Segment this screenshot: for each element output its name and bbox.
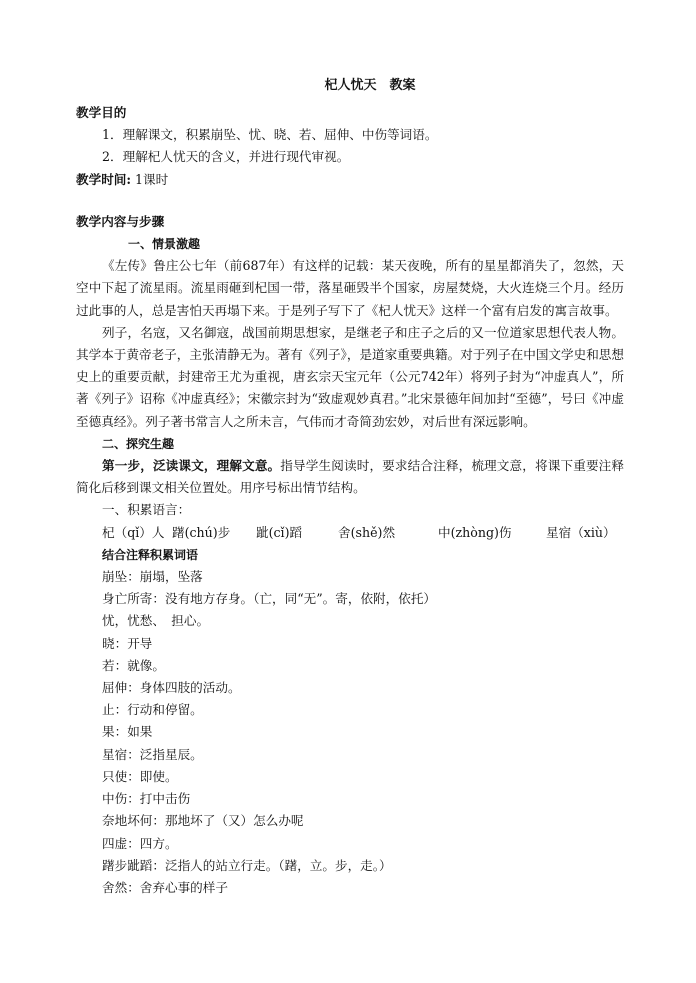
step-1-title: 第一步，泛读课文，理解文意。	[102, 458, 281, 474]
notes-heading: 结合注释积累词语	[102, 547, 199, 562]
glossary-list	[76, 566, 624, 899]
glossary-item: 忧，忧愁、 担心。	[102, 613, 210, 629]
teaching-time-value: 1课时	[131, 171, 169, 187]
glossary-item: 晓：开导	[102, 635, 153, 651]
glossary-item: 身亡所寄：没有地方存身。（亡，同“无”。寄，依附，依托）	[102, 591, 437, 607]
glossary-item: 屈伸：身体四肢的活动。	[102, 680, 241, 696]
glossary-item: 星宿：泛指星辰。	[102, 746, 203, 762]
step-1-paragraph	[76, 455, 624, 499]
document-title: 杞人忧天 教案	[324, 78, 416, 93]
pinyin-word: 舍(shě)然	[338, 524, 396, 540]
document-page	[76, 76, 624, 899]
goal-item-1: 1．理解课文，积累崩坠、忧、晓、若、屈伸、中伤等词语。	[102, 127, 438, 143]
paragraph-liezi: 列子，名寇，又名御寇，战国前期思想家，是继老子和庄子之后的又一位道家思想代表人物。其学本于黄帝老子，主张清静无为。著有《列子》，是道家重要典籍。对于列子在中国文学史和思想史上的重要贡献，封建帝王尤为重视，唐玄宗天宝元年（公元742年）将列子封为“冲虚真人”，所著《列子》诏称《冲虚真经》；宋徽宗封为“致虚观妙真君。”北宋景德年间加封“至德”，号曰《冲虚至德真经》。列子著书常言人之所未言，气伟而才奇简劲宏妙，对后世有深远影响。	[76, 324, 624, 429]
content-heading: 教学内容与步骤	[76, 213, 165, 229]
section-2-heading: 二、探究生趣	[102, 436, 175, 451]
goals-heading: 教学目的	[76, 105, 127, 120]
section-1-heading: 一、情景激趣	[128, 237, 201, 252]
glossary-item: 奈地坏何：那地坏了（又）怎么办呢	[102, 813, 304, 829]
glossary-item: 只使：即使。	[102, 768, 178, 784]
glossary-item: 果：如果	[102, 724, 153, 740]
vocab-heading: 一、积累语言：	[102, 502, 191, 518]
pinyin-word: 星宿（xiù）	[546, 524, 616, 540]
pinyin-word: 躇(chú)步	[172, 524, 231, 540]
paragraph-zuozhuan: 《左传》鲁庄公七年（前687年）有这样的记载：某天夜晚，所有的星星都消失了，忽然，天空中下起了流星雨。流星雨砸到杞国一带，落星砸毁半个国家，房屋焚烧，大火连烧三个月。经历过此事的人，总是害怕天再塌下来。于是列子写下了《杞人忧天》这样一个富有启发的寓言故事。	[76, 258, 624, 318]
pinyin-word: 中(zhòng)伤	[438, 524, 512, 540]
glossary-item: 止：行动和停留。	[102, 702, 203, 718]
glossary-item: 四虚：四方。	[102, 835, 178, 851]
pinyin-word: 跐(cǐ)蹈	[256, 524, 303, 540]
teaching-time-label: 教学时间:	[76, 171, 132, 187]
teaching-time	[76, 169, 624, 191]
pinyin-row	[76, 522, 624, 544]
glossary-item: 崩坠：崩塌，坠落	[102, 569, 203, 585]
pinyin-word: 杞（qǐ）人	[102, 524, 165, 540]
glossary-item: 中伤：打中击伤	[102, 791, 191, 807]
step-1-text: 指导学生阅读时，要求结合注释，梳理文意，将课下重要注释简化后移到课文相关位置处。用序号标出情节结构。	[76, 458, 625, 496]
glossary-item: 躇步跐蹈：泛指人的站立行走。（躇，立。步，走。）	[102, 857, 392, 873]
goal-item-2: 2．理解杞人忧天的含义，并进行现代审视。	[102, 149, 350, 165]
glossary-item: 舍然：舍弃心事的样子	[102, 879, 228, 895]
glossary-item: 若：就像。	[102, 657, 165, 673]
